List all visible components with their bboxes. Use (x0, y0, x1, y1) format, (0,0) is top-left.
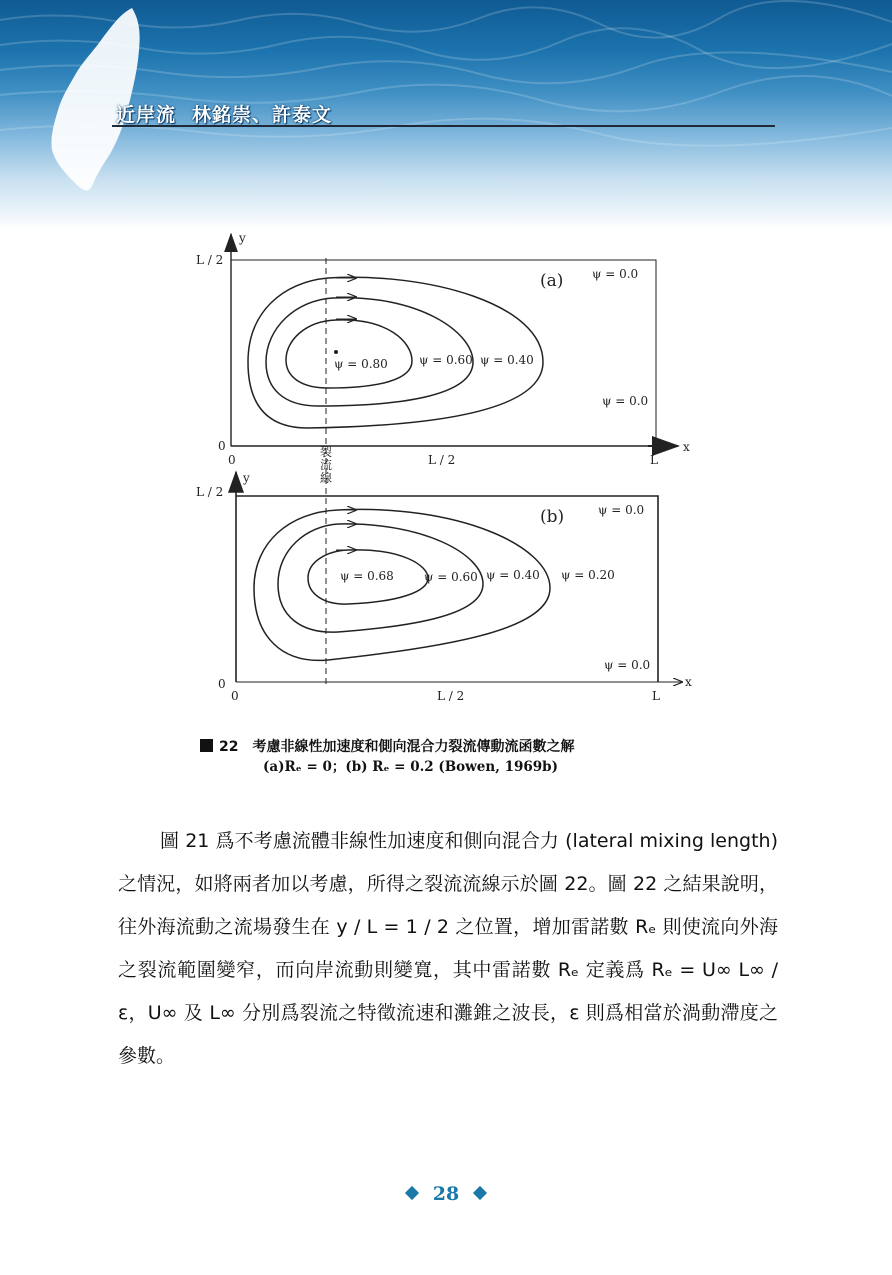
caption-number: 22 (219, 739, 239, 755)
panel-a (196, 231, 690, 467)
panel-b-psi-0-top: ψ = 0.0 (598, 503, 645, 517)
rip-line-label (320, 444, 332, 485)
panel-a-y-top-label: L / 2 (196, 253, 224, 267)
running-head-authors: 林銘崇、許泰文 (192, 104, 333, 126)
caption-line-1 (200, 737, 760, 757)
panel-b-frame (236, 496, 658, 682)
panel-b-x-zero: 0 (231, 689, 239, 703)
panel-a-streamline-080 (286, 320, 412, 388)
header-rule (112, 125, 775, 127)
panel-b-psi-020: ψ = 0.20 (561, 568, 615, 582)
rip-line-label-char: 裂 (320, 445, 333, 459)
panel-b-y-zero: 0 (218, 677, 226, 691)
panel-b-psi-068: ψ = 0.68 (340, 569, 394, 583)
panel-b-streamline-020 (254, 509, 550, 660)
panel-b-x-mid: L / 2 (437, 689, 465, 703)
panel-a-psi-0-right: ψ = 0.0 (602, 394, 649, 408)
panel-a-x-zero: 0 (228, 453, 236, 467)
rip-line-label-char: 線 (320, 471, 333, 485)
panel-a-psi-040: ψ = 0.40 (480, 353, 534, 367)
panel-a-psi-080: ψ = 0.80 (334, 357, 388, 371)
panel-a-psi-0-top: ψ = 0.0 (592, 267, 639, 281)
caption-subtitle: (a)Rₑ = 0；(b) Rₑ = 0.2 (Bowen, 1969b) (263, 759, 559, 775)
panel-b-y-label: y (243, 471, 250, 485)
panel-a-x-end: L (650, 453, 658, 467)
panel-a-y-label: y (239, 231, 246, 245)
panel-a-x-label: x (683, 440, 690, 454)
figure-caption (200, 737, 760, 777)
panel-a-psi-060: ψ = 0.60 (419, 353, 473, 367)
running-head-section: 近岸流 (116, 104, 177, 126)
panel-a-x-mid: L / 2 (428, 453, 456, 467)
running-head (116, 100, 332, 127)
panel-b-label: (b) (540, 507, 565, 527)
panel-b-psi-060: ψ = 0.60 (424, 570, 478, 584)
panel-b (196, 471, 692, 703)
panel-b-y-top-label: L / 2 (196, 485, 224, 499)
panel-a-y-zero: 0 (218, 439, 226, 453)
caption-square-icon (200, 739, 213, 752)
panel-b-x-end: L (652, 689, 660, 703)
panel-b-psi-0-right: ψ = 0.0 (604, 658, 651, 672)
streamline-diagram (188, 228, 708, 728)
panel-b-x-label: x (685, 675, 692, 689)
caption-title: 考慮非線性加速度和側向混合力裂流傳動流函數之解 (252, 739, 575, 755)
body-paragraph: 圖 21 爲不考慮流體非線性加速度和側向混合力 (lateral mixing length) 之情況，如將兩者加以考慮，所得之裂流流線示於圖 22。圖 22 之結果說明，往外海流動之流場發生在 y / L = 1 / 2 之位置，增加雷諾數 Rₑ 則使流向外海之裂流範圍變窄，而向岸流動則變寬，其中雷諾數 Rₑ 定義爲 Rₑ = U∞ L∞ / ε，U∞ 及 L∞ 分別爲裂流之特徵流速和灘錐之波長，ε 則爲相當於渦動滯度之參數。 (118, 830, 778, 1067)
body-text (118, 820, 778, 1078)
figure-22 (188, 228, 708, 728)
panel-b-psi-040: ψ = 0.40 (486, 568, 540, 582)
diamond-left-icon (405, 1186, 419, 1200)
panel-a-center-point (334, 350, 338, 354)
rip-line-label-char: 流 (320, 458, 333, 472)
page-number: 28 (432, 1183, 460, 1205)
panel-a-label: (a) (540, 271, 564, 291)
panel-a-streamline-060 (266, 298, 473, 406)
diamond-right-icon (473, 1186, 487, 1200)
page-footer (0, 1183, 892, 1205)
